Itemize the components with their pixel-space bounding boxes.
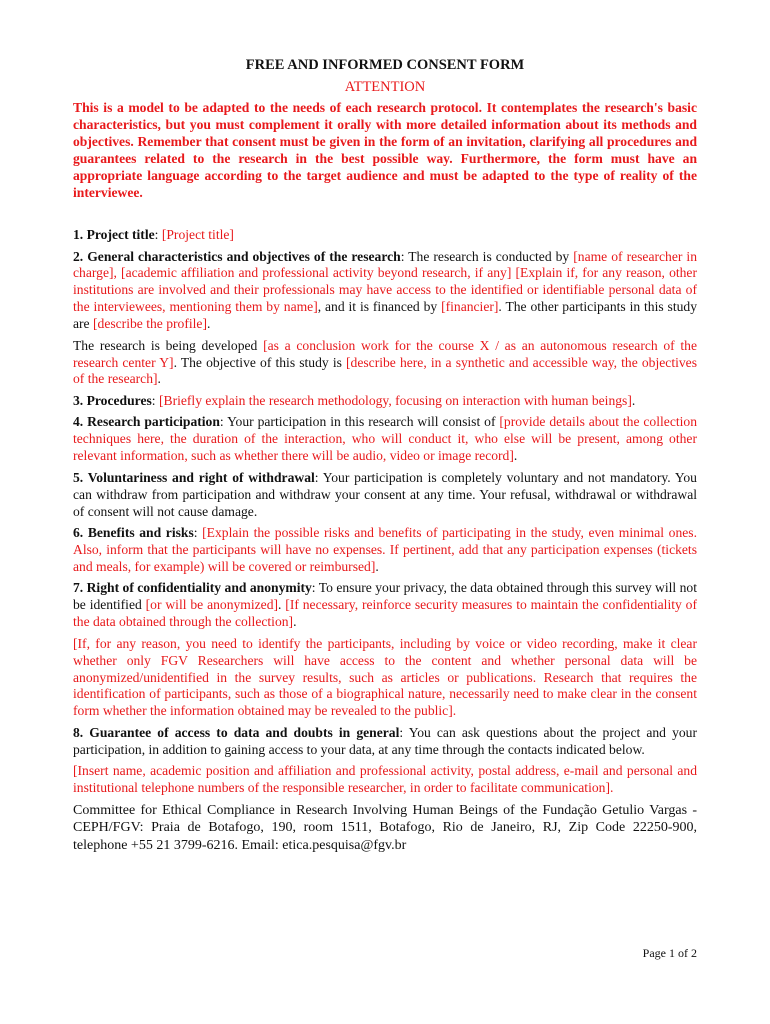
section-access-data: 8. Guarantee of access to data and doubts in general: You can ask questions about the project and your participation, in addition to gaining access to your data, at any time through the contacts indicated below. bbox=[73, 724, 697, 757]
placeholder-text: [describe here, in a synthetic and accessible way, the objectives of the research] bbox=[73, 354, 697, 387]
placeholder-text: [describe the profile] bbox=[93, 316, 207, 332]
section-label: 5. Voluntariness and right of withdrawal bbox=[73, 469, 315, 485]
form-title: FREE AND INFORMED CONSENT FORM bbox=[245, 57, 525, 73]
placeholder-text: [Briefly explain the research methodology, focusing on interaction with human beings] bbox=[158, 392, 632, 408]
placeholder-text: [or will be anonymized] bbox=[145, 597, 279, 613]
page-number: Page 1 of 2 bbox=[642, 946, 697, 960]
section-participation: 4. Research participation: Your participation in this research will consist of [provide details about the collection techniques here, the duration of the interaction, who will conduct it, who else will be present, among other relevant information, such as whether there will be audio, video or image record]. bbox=[73, 414, 698, 464]
section-label: 6. Benefits and risks bbox=[73, 525, 194, 541]
section-confidentiality-note: [If, for any reason, you need to identify the participants, including by voice or video recording, make it clear whether only FGV Researchers will have access to the content and whether personal data will be anonymized/unidentified in the survey results, such as articles or publications. Research that requires the identification of participants, such as those of a biographical nature, necessarily need to make clear in the consent form whether the information obtained may be revealed to the public]. bbox=[73, 635, 697, 719]
section-voluntariness: 5. Voluntariness and right of withdrawal: Your participation is completely voluntary and not mandatory. You can withdraw from participation and withdraw your consent at any time. Your refusal, withdrawal or withdrawal of consent will not cause damage. bbox=[73, 469, 697, 519]
section-characteristics: 2. General characteristics and objectives of the research: The research is conducted by [name of researcher in charge], [academic affiliation and professional activity beyond research, if any] [Explain if, for any reason, other institutions are involved and their professionals may have access to the identified or identifiable personal data of the interviewees, mentioning them by name], and it is financed by [financier]. The other participants in this study are [describe the profile]. bbox=[73, 248, 697, 332]
placeholder-text: [Project title] bbox=[161, 227, 234, 242]
section-label: 3. Procedures bbox=[73, 392, 152, 408]
section-label: 8. Guarantee of access to data and doubts in general bbox=[73, 724, 400, 740]
form-body bbox=[73, 227, 697, 859]
placeholder-text: [provide details about the collection techniques here, the duration of the interaction, who will conduct it, who else will be present, among other relevant information, such as whether there will be audio, video or image record] bbox=[73, 414, 698, 464]
section-label: 7. Right of confidentiality and anonymity bbox=[73, 580, 312, 596]
section-contact-placeholder: [Insert name, academic position and affiliation and professional activity, postal address, e-mail and personal and institutional telephone numbers of the responsible researcher, in order to facilitate communication]. bbox=[73, 763, 697, 796]
placeholder-text: [Explain the possible risks and benefits of participating in the study, even minimal ones. Also, inform that the participants will have no expenses. If pertinent, add that any participation expenses (tickets and meals, for example) will be covered or reimbursed] bbox=[73, 525, 697, 574]
intro-notice: This is a model to be adapted to the needs of each research protocol. It contemplates the research's basic characteristics, but you must complement it orally with more detailed information about its methods and objectives. Remember that consent must be given in the form of an invitation, clarifying all procedures and guarantees related to the research in the best possible way. Furthermore, the form must have an appropriate language according to the target audience and must be adapted to the type of reality of the interviewee. bbox=[73, 100, 697, 200]
section-label: 4. Research participation bbox=[73, 414, 220, 430]
section-project-title: 1. Project title: [Project title] bbox=[73, 227, 234, 242]
section-label: 2. General characteristics and objectives of the research bbox=[73, 248, 401, 264]
placeholder-text: [name of researcher in charge], [academic affiliation and professional activity beyond research, if any] [Explain if, for any reason, other institutions are involved and their professionals may have access to the identified or identifiable personal data of the interviewees, mentioning them by name] bbox=[73, 248, 697, 315]
placeholder-text: [If necessary, reinforce security measures to maintain the confidentiality of the data obtained through the collection] bbox=[73, 597, 697, 630]
committee-contact: Committee for Ethical Compliance in Research Involving Human Beings of the Fundação Getulio Vargas - CEPH/FGV: Praia de Botafogo, 190, room 1511, Botafogo, Rio de Janeiro, RJ, Zip Code 22250-900, telephone +55 21 3799-6216. Email: etica.pesquisa@fgv.br bbox=[73, 802, 697, 853]
placeholder-text: [as a conclusion work for the course X / as an autonomous research of the research center Y] bbox=[73, 337, 698, 370]
section-characteristics-cont: The research is being developed [as a conclusion work for the course X / as an autonomous research of the research center Y]. The objective of this study is [describe here, in a synthetic and accessible way, the objectives of the research]. bbox=[73, 337, 698, 387]
section-confidentiality: 7. Right of confidentiality and anonymity: To ensure your privacy, the data obtained through this survey will not be identified [or will be anonymized]. [If necessary, reinforce security measures to maintain the confidentiality of the data obtained through the collection]. bbox=[73, 580, 697, 630]
placeholder-text: [financier] bbox=[441, 299, 499, 315]
section-procedures: 3. Procedures: [Briefly explain the research methodology, focusing on interaction with human beings]. bbox=[73, 392, 636, 408]
section-benefits-risks: 6. Benefits and risks: [Explain the possible risks and benefits of participating in the study, even minimal ones. Also, inform that the participants will have no expenses. If pertinent, add that any participation expenses (tickets and meals, for example) will be covered or reimbursed]. bbox=[73, 525, 697, 574]
attention-heading: ATTENTION bbox=[344, 79, 426, 95]
section-label: 1. Project title bbox=[73, 227, 155, 242]
